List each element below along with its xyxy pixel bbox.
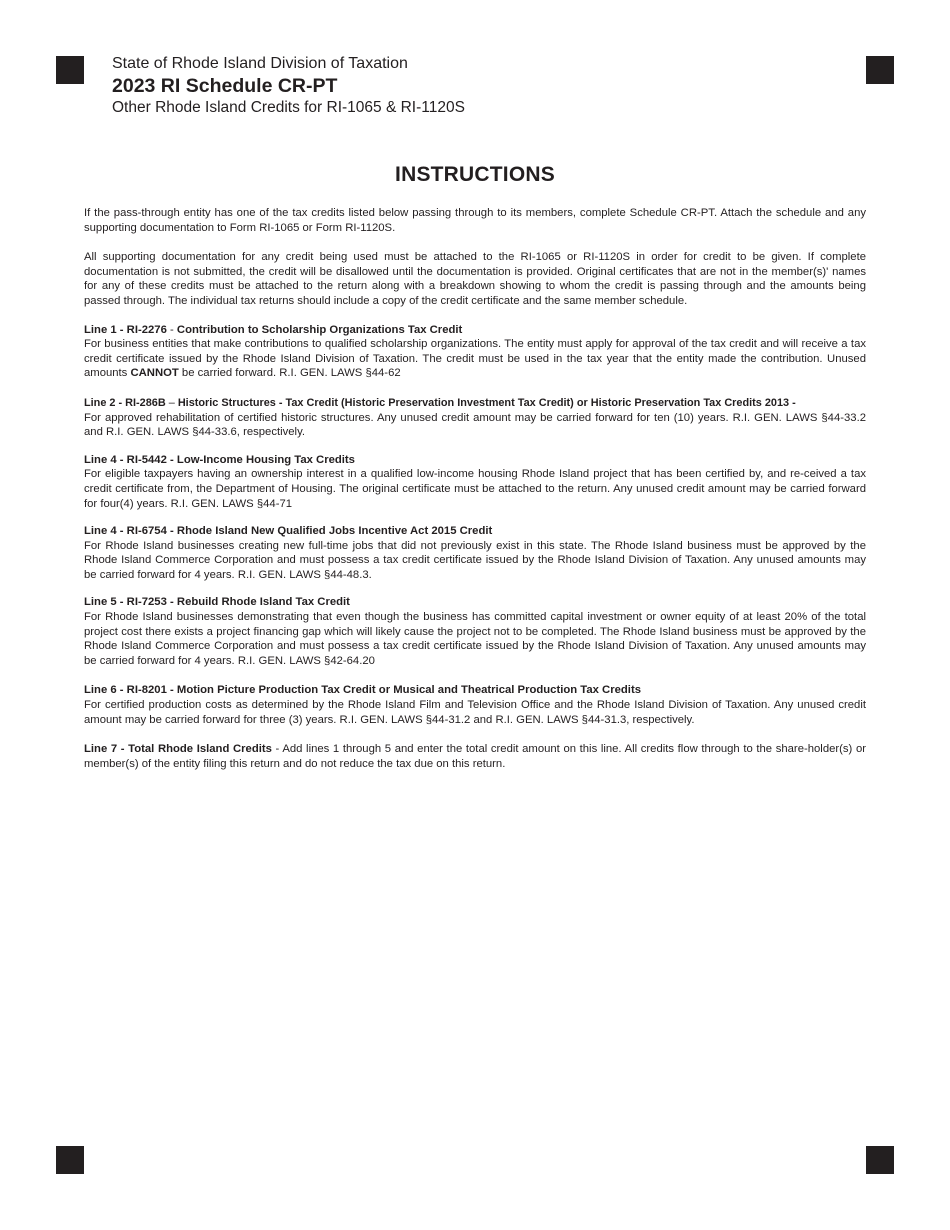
line-1-code: Line 1 - RI-2276 — [84, 323, 167, 336]
line-6-body: For certified production costs as determined by the Rhode Island Film and Television Office and the Rhode Island Division of Taxation. Any unused credit amount may be carried forward for three (3) years. R.I. GEN. LAWS §44-31.2 and R.I. GEN. LAWS §44-31.3, respectively. — [84, 699, 866, 726]
line-2-body: For approved rehabilitation of certified historic structures. Any unused credit amount may be carried forward for ten (10) years. R.I. GEN. LAWS §44-33.2 and R.I. GEN. LAWS §44-33.6, respectively. — [84, 411, 866, 439]
line-1-body-end: be carried forward. R.I. GEN. LAWS §44-62 — [178, 367, 401, 380]
line-6-heading: Line 6 - RI-8201 - Motion Picture Production Tax Credit or Musical and Theatrical Production Tax Credits — [84, 684, 641, 697]
line-5-section — [84, 595, 866, 668]
line-4-jobs-section — [84, 524, 866, 582]
form-title: 2023 RI Schedule CR-PT — [112, 75, 338, 97]
line-2-heading — [84, 396, 866, 411]
registration-mark-top-right — [866, 56, 894, 84]
line-7-section — [84, 742, 866, 771]
line-1-section — [84, 323, 866, 381]
registration-mark-bottom-right — [866, 1146, 894, 1174]
line-7-paragraph — [84, 742, 866, 771]
line-5-heading: Line 5 - RI-7253 - Rebuild Rhode Island Tax Credit — [84, 596, 350, 609]
line-7-body: - Add lines 1 through 5 and enter the total credit amount on this line. All credits flow through to the share-holder(s) or member(s) of the entity filing this return and do not reduce the tax due on this return. — [84, 743, 866, 770]
registration-mark-top-left — [56, 56, 84, 84]
line-4-low-income-heading: Line 4 - RI-5442 - Low-Income Housing Tax Credits — [84, 453, 355, 466]
agency-name: State of Rhode Island Division of Taxation — [112, 55, 408, 72]
line-4-jobs-body: For Rhode Island businesses creating new full-time jobs that did not previously exist in this state. The Rhode Island business must be approved by the Rhode Island Commerce Corporation and must possess a tax credit certificate issued by the Rhode Island Division of Taxation. Any unused amounts may be carried forward for 4 years. R.I. GEN. LAWS §44-48.3. — [84, 539, 866, 581]
line-5-body: For Rhode Island businesses demonstrating that even though the business has committed capital investment or owner equity of at least 20% of the total project cost there exists a project financing gap which will likely cause the project not to be completed. The Rhode Island business must be approved by the Rhode Island Commerce Corporation and must possess a tax credit certificate issued by the Rhode Island Division of Taxation. Any unused amounts may be carried forward for 4 years. R.I. GEN. LAWS §42-64.20 — [84, 611, 866, 667]
line-4-low-income-section — [84, 453, 866, 511]
line-4-jobs-heading: Line 4 - RI-6754 - Rhode Island New Qualified Jobs Incentive Act 2015 Credit — [84, 525, 493, 538]
line-1-heading — [84, 323, 866, 338]
instructions-body — [84, 206, 866, 784]
line-1-dash: - — [166, 323, 177, 336]
form-header — [112, 54, 465, 118]
line-1-emphasis: CANNOT — [130, 367, 179, 380]
line-2-title: Historic Structures - Tax Credit (Historic Preservation Investment Tax Credit) or Historic Preservation Tax Credits 2013 - — [177, 396, 796, 409]
instructions-heading: INSTRUCTIONS — [395, 163, 555, 186]
line-1-body-text: For business entities that make contributions to qualified scholarship organizations. The entity must apply for approval of the tax credit and will receive a tax credit certificate issued by the Rhode Island Division of Taxation. The credit must be used in the tax year that the entity made the contribution. Unused amounts — [84, 338, 866, 380]
registration-mark-bottom-left — [56, 1146, 84, 1174]
line-1-title: Contribution to Scholarship Organizations Tax Credit — [176, 323, 463, 336]
line-2-dash: – — [165, 396, 178, 409]
form-subtitle: Other Rhode Island Credits for RI-1065 & RI-1120S — [112, 99, 465, 116]
line-7-heading: Line 7 - Total Rhode Island Credits — [84, 743, 272, 756]
line-1-body — [84, 337, 866, 381]
intro-paragraph-2: All supporting documentation for any credit being used must be attached to the RI-1065 or RI-1120S in order for credit to be given. If complete documentation is not submitted, the credit will be disallowed until the documentation is provided. Original certificates that are not in the member(s)' names for any of these credits must be attached to the return along with a breakdown showing to whom the credit is passing through and the amounts being passed through. The individual tax returns should include a copy of the credit certificate and the same member schedule. — [84, 251, 866, 307]
line-2-section — [84, 396, 866, 440]
line-4-low-income-body: For eligible taxpayers having an ownership interest in a qualified low-income housing Rhode Island project that has been certified by, and re-ceived a tax credit certificate from, the Department of Housing. The original certificate must be attached to the return. Any unused credit amount may be carried forward for four(4) years. R.I. GEN. LAWS §44-71 — [84, 468, 866, 510]
line-6-section — [84, 683, 866, 727]
intro-paragraph-1: If the pass-through entity has one of the tax credits listed below passing through to its members, complete Schedule CR-PT. Attach the schedule and any supporting documentation to Form RI-1065 or Form RI-1120S. — [84, 207, 866, 234]
line-2-code: Line 2 - RI-286B — [84, 396, 166, 409]
